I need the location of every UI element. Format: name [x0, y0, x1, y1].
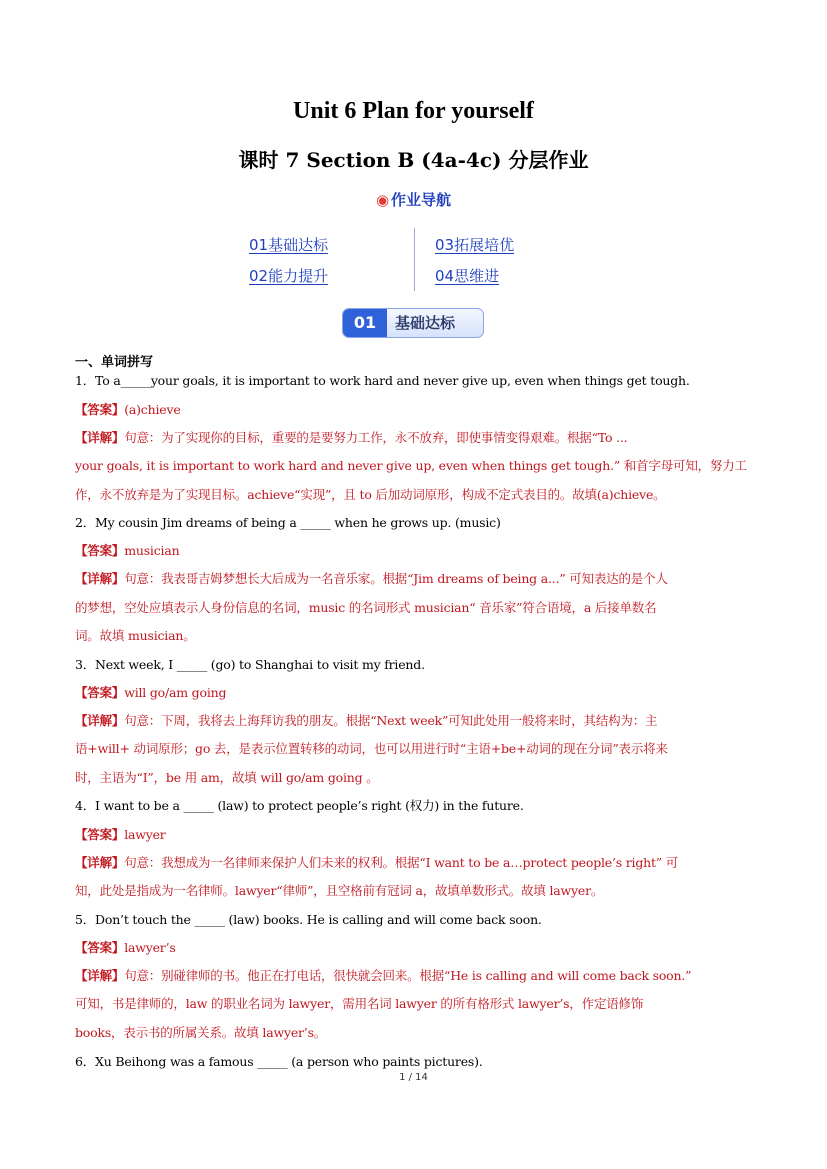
nav-heading-label: 作业导航 [391, 191, 452, 209]
answer-value: lawyer [124, 827, 166, 842]
question-text: 4．I want to be a _____ (law) to protect people’s right (权力) in the future. [75, 798, 524, 813]
detail-text: 句意：下周，我将去上海拜访我的朋友。根据“Next week”可知此处用一般将来时，其结构为：主 [124, 713, 658, 728]
detail-line [75, 966, 691, 984]
page-number: 1 / 14 [399, 1072, 428, 1083]
answer-line [75, 400, 181, 418]
nav-heading [0, 189, 827, 210]
detail-label: 【详解】 [75, 713, 125, 728]
nav-link-extension[interactable]: 03拓展培优 [435, 236, 515, 254]
answer-line [75, 683, 226, 701]
answer-line [75, 938, 176, 956]
nav-link-basic[interactable]: 01基础达标 [249, 236, 329, 254]
nav-divider [414, 228, 415, 291]
detail-line [75, 853, 678, 871]
detail-line: 作，永不放弃是为了实现目标。achieve“实现”，且 to 后加动词原形，构成不定式表目的。故填(a)chieve。 [75, 487, 666, 502]
detail-line: 时，主语为“I”，be 用 am，故填 will go/am going 。 [75, 770, 379, 785]
detail-label: 【详解】 [75, 430, 125, 445]
answer-line [75, 825, 166, 843]
nav-link-thinking[interactable]: 04思维进 [435, 267, 500, 285]
answer-label: 【答案】 [75, 827, 125, 842]
detail-line [75, 711, 657, 729]
location-pin-icon: ◉ [375, 191, 390, 209]
question-text: 5．Don’t touch the _____ (law) books. He is calling and will come back soon. [75, 912, 542, 927]
answer-value: will go/am going [124, 685, 227, 700]
detail-text: 句意：别碰律师的书。他正在打电话，很快就会回来。根据“He is calling and will come back soon.” [124, 968, 692, 983]
detail-line [75, 428, 627, 446]
detail-line: 词。故填 musician。 [75, 628, 196, 643]
answer-value: musician [124, 543, 180, 558]
detail-line: 语+will+ 动词原形；go 去，是表示位置转移的动词，也可以用进行时“主语+be+动词的现在分词”表示将来 [75, 741, 668, 756]
section-badge [342, 308, 484, 338]
detail-text: 句意：我表哥吉姆梦想长大后成为一名音乐家。根据“Jim dreams of being a...” 可知表达的是个人 [124, 571, 668, 586]
question-text: 1．To a_____your goals, it is important to work hard and never give up, even when things get tough. [75, 373, 690, 388]
question-text: 2．My cousin Jim dreams of being a _____ when he grows up. (music) [75, 515, 501, 530]
question-text: 3．Next week, I _____ (go) to Shanghai to visit my friend. [75, 657, 425, 672]
detail-label: 【详解】 [75, 855, 125, 870]
detail-line: 知，此处是指成为一名律师。lawyer“律师”，且空格前有冠词 a，故填单数形式。故填 lawyer。 [75, 883, 604, 898]
section-badge-number: 01 [343, 309, 387, 337]
detail-label: 【详解】 [75, 968, 125, 983]
detail-label: 【详解】 [75, 571, 125, 586]
lesson-subtitle: 课时 7 Section B (4a-4c) 分层作业 [238, 148, 589, 172]
detail-line: books，表示书的所属关系。故填 lawyer’s。 [75, 1025, 327, 1040]
detail-line: 的梦想，空处应填表示人身份信息的名词，music 的名词形式 musician“ 音乐家”符合语境，a 后接单数名 [75, 600, 657, 615]
detail-line [75, 569, 668, 587]
answer-label: 【答案】 [75, 543, 125, 558]
answer-value: lawyer’s [124, 940, 176, 955]
document-title: Unit 6 Plan for yourself [293, 98, 534, 124]
answer-line [75, 541, 179, 559]
answer-value: (a)chieve [124, 402, 181, 417]
detail-text: 句意：我想成为一名律师来保护人们未来的权利。根据“I want to be a…protect people’s right” 可 [124, 855, 679, 870]
detail-text: 句意：为了实现你的目标，重要的是要努力工作，永不放弃，即使事情变得艰难。根据“To ... [124, 430, 628, 445]
detail-line: 可知，书是律师的，law 的职业名词为 lawyer，需用名词 lawyer 的所有格形式 lawyer’s，作定语修饰 [75, 996, 644, 1011]
answer-label: 【答案】 [75, 402, 125, 417]
answer-label: 【答案】 [75, 940, 125, 955]
answer-label: 【答案】 [75, 685, 125, 700]
question-text: 6．Xu Beihong was a famous _____ (a person who paints pictures). [75, 1054, 483, 1069]
section-heading: 一、单词拼写 [75, 355, 154, 370]
section-badge-label: 基础达标 [395, 314, 456, 332]
detail-line: your goals, it is important to work hard and never give up, even when things get tough.” 和首字母可知，努力工 [75, 458, 747, 473]
nav-link-ability[interactable]: 02能力提升 [249, 267, 329, 285]
